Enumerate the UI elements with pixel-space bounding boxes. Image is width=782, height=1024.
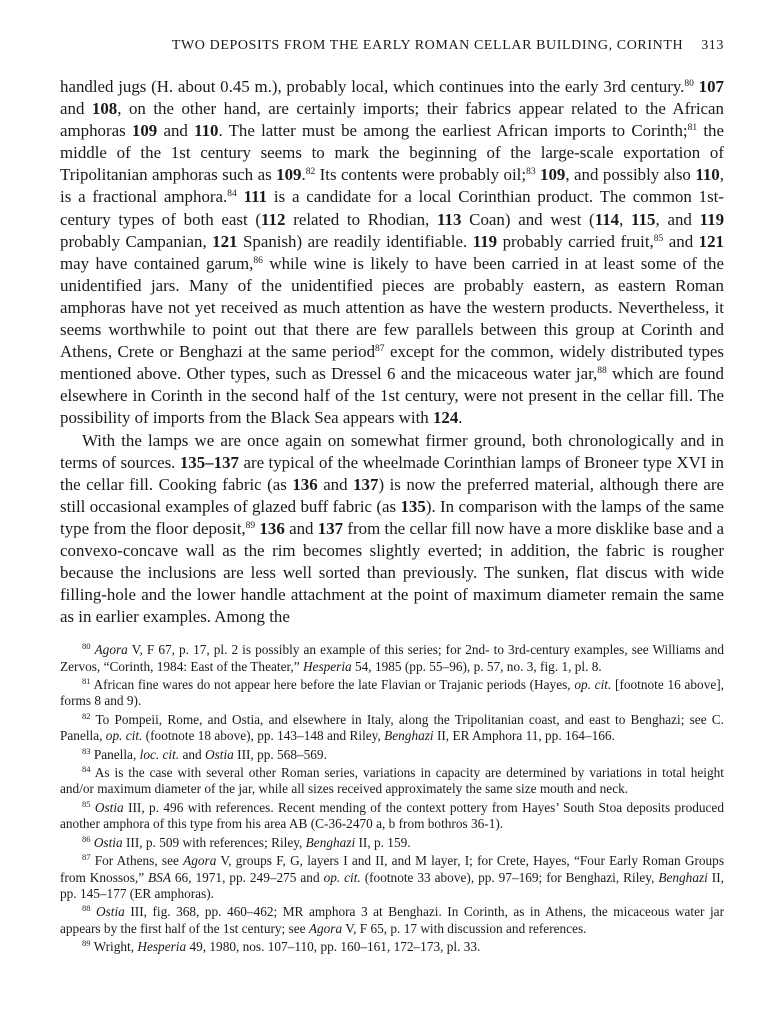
footnote-ref: 88 bbox=[597, 366, 607, 377]
catalogue-number: 136 bbox=[259, 518, 285, 538]
italic-title: Benghazi bbox=[658, 869, 708, 885]
catalogue-number: 113 bbox=[437, 209, 462, 229]
catalogue-number: 115 bbox=[631, 209, 656, 229]
footnote-ref: 80 bbox=[684, 79, 694, 89]
catalogue-number: 121 bbox=[212, 231, 238, 251]
catalogue-number: 109 bbox=[540, 165, 566, 185]
italic-title: op. cit. bbox=[574, 677, 612, 693]
catalogue-number: 108 bbox=[91, 99, 118, 119]
page-number: 313 bbox=[701, 38, 724, 53]
italic-title: Agora bbox=[94, 642, 128, 658]
footnote-ref: 88 bbox=[82, 903, 91, 914]
footnote-ref: 84 bbox=[227, 189, 237, 200]
footnote-ref: 83 bbox=[82, 745, 91, 756]
running-header bbox=[60, 38, 724, 54]
footnote-89: $^{89}$ Wright, Hesperia 49, 1980, nos. 107–110, pp. 160–161, 172–173, pl. 33. bbox=[82, 938, 481, 955]
italic-title: BSA bbox=[148, 869, 171, 885]
footnote-ref: 87 bbox=[82, 852, 91, 863]
italic-title: Ostia bbox=[94, 799, 124, 815]
catalogue-number: 107 bbox=[698, 77, 724, 96]
italic-title: Benghazi bbox=[305, 834, 356, 850]
footnote-ref: 87 bbox=[375, 344, 385, 355]
italic-title: Hesperia bbox=[137, 939, 187, 955]
footnote-80: $^{80}$ Agora V, F 67, p. 17, pl. 2 is possibly an example of this series; for 2nd- to 3rd-century examples, see Williams and Zervos, “Corinth, 1984: East of the Theater,” Hesperia 54, 1985 (pp. 55–96), p. 57, no. 3, fig. 1, pl. 8. bbox=[60, 641, 724, 674]
footnote-85: $^{85}$ Ostia III, p. 496 with references. Recent mending of the context pottery from Hayes’ South Stoa deposits produced another amphora of this type from his area AB (C-36-2470 a, b from bothros 36-1). bbox=[60, 798, 724, 832]
catalogue-number: 110 bbox=[695, 165, 720, 185]
catalogue-number: 109 bbox=[131, 121, 158, 141]
footnote-ref: 84 bbox=[82, 764, 91, 775]
italic-title: Ostia bbox=[93, 834, 123, 850]
footnote-ref: 80 bbox=[82, 641, 91, 652]
italic-title: Benghazi bbox=[384, 728, 434, 744]
catalogue-number: 136 bbox=[292, 474, 318, 494]
italic-title: loc. cit. bbox=[139, 746, 180, 762]
footnote-ref: 89 bbox=[245, 520, 256, 531]
body-text bbox=[60, 76, 724, 628]
footnote-ref: 82 bbox=[82, 710, 91, 721]
footnote-82: $^{82}$ To Pompeii, Rome, and Ostia, and elsewhere in Italy, along the Tripolitanian coast, and east to Benghazi; see C. Panella, op. cit. (footnote 18 above), pp. 143–148 and Riley, Benghazi II, ER Amphora 11, pp. 164–166. bbox=[60, 710, 724, 744]
catalogue-number: 112 bbox=[261, 209, 286, 229]
italic-title: Ostia bbox=[96, 904, 125, 920]
running-title: TWO DEPOSITS FROM THE EARLY ROMAN CELLAR BUILDING, CORINTH bbox=[171, 38, 684, 53]
footnote-ref: 81 bbox=[687, 123, 698, 134]
footnote-ref: 85 bbox=[82, 798, 91, 809]
catalogue-number: 114 bbox=[594, 209, 620, 229]
footnotes bbox=[60, 642, 724, 955]
catalogue-number: 111 bbox=[243, 187, 268, 207]
catalogue-number: 119 bbox=[472, 231, 498, 251]
catalogue-number: 124 bbox=[432, 408, 459, 428]
italic-title: Ostia bbox=[205, 746, 234, 762]
catalogue-number: 135–137 bbox=[179, 452, 239, 472]
footnote-ref: 86 bbox=[253, 255, 263, 266]
paragraph: handled jugs (H. about 0.45 m.), probably local, which continues into the early 3rd century.$^{80}$ 107 and 108, on the other hand, are certainly imports; their fabrics appear related to the African amphoras 109 and 110. The latter must be among the earliest African imports to Corinth;$^{81}$ the middle of the 1st century seems to mark the beginning of the large-scale exportation of Tripolitanian amphoras such as 109.82 Its contents were probably oil;$^{83}$ 109, and possibly also 110, is a fractional amphora.$^{84}$ 111 is a candidate for a local Corinthian product. The common 1st-century types of both east (112 related to Rhodian, 113 Coan) and west (114, 115, and 119 probably Campanian, 121 Spanish) are readily identifiable. 119 probably carried fruit,$^{85}$ and 121 may have contained garum,$^{86}$ while wine is likely to have been carried in at least some of the unidentified jars. Many of the unidentified pieces are probably eastern, as eastern Roman amphoras have not yet received as much attention as have the western products. Nevertheless, it seems worthwhile to point out that there are few parallels between this group at Corinth and Athens, Crete or Benghazi at the same period$^{87}$ except for the common, widely distributed types mentioned above. Other types, such as Dressel 6 and the micaceous water jar,$^{88}$ which are found elsewhere in Corinth in the second half of the 1st century, were not present in the cellar fill. The possibility of imports from the Black Sea appears with 124. bbox=[60, 77, 725, 428]
footnote-ref: 81 bbox=[82, 676, 91, 687]
footnote-83: $^{83}$ Panella, loc. cit. and Ostia III, pp. 568–569. bbox=[82, 745, 327, 762]
paragraph: With the lamps we are once again on somewhat firmer ground, both chronologically and in terms of sources. 135–137 are typical of the wheelmade Corinthian lamps of Broneer type XVI in the cellar fill. Cooking fabric (as 136 and 137) is now the preferred material, although there are still occasional examples of glazed buff fabric (as 135). In comparison with the lamps of the same type from the floor deposit,$^{89}$ 136 and 137 from the cellar fill now have a more disklike base and a convexo-concave wall as the rim becomes slightly everted; in addition, the fabric is rougher because the inclusions are less well sorted than previously. The sunken, flat discus with wide filling-hole and the lower handle attachment at the point of maximum diameter remain the same as in earlier examples. Among the bbox=[60, 430, 724, 627]
footnote-88: $^{88}$ Ostia III, fig. 368, pp. 460–462; MR amphora 3 at Benghazi. In Corinth, as in Athens, the micaceous water jar appears by the first half of the 1st century; see Agora V, F 65, p. 17 with discussion and references. bbox=[60, 903, 724, 936]
catalogue-number: 135 bbox=[400, 496, 426, 516]
italic-title: op. cit. bbox=[105, 728, 143, 744]
catalogue-number: 109 bbox=[276, 165, 302, 185]
catalogue-number: 119 bbox=[699, 209, 725, 229]
footnote-ref: 86 bbox=[82, 833, 91, 844]
footnote-ref: 83 bbox=[526, 167, 536, 178]
italic-title: Agora bbox=[183, 853, 217, 869]
italic-title: op. cit. bbox=[323, 869, 361, 885]
footnote-ref: 89 bbox=[82, 938, 91, 949]
catalogue-number: 137 bbox=[317, 518, 344, 538]
footnote-87: $^{87}$ For Athens, see Agora V, groups F, G, layers I and II, and M layer, I; for Crete, Hayes, “Four Early Roman Groups from Knossos,” BSA 66, 1971, pp. 249–275 and op. cit. (footnote 33 above), pp. 97–169; for Benghazi, Riley, Benghazi II, pp. 145–177 (ER amphoras). bbox=[60, 852, 724, 901]
catalogue-number: 110 bbox=[194, 121, 219, 141]
catalogue-number: 137 bbox=[353, 474, 379, 494]
footnote-ref: 85 bbox=[653, 233, 664, 244]
footnote-86: $^{86}$ Ostia III, p. 509 with references; Riley, Benghazi II, p. 159. bbox=[82, 833, 411, 850]
footnote-84: $^{84}$ As is the case with several other Roman series, variations in capacity are determined by variations in total height and/or maximum diameter of the jar, while all sizes received approximately the same size mouth and neck. bbox=[60, 764, 724, 797]
italic-title: Agora bbox=[308, 920, 343, 936]
footnote-81: $^{81}$ African fine wares do not appear here before the late Flavian or Trajanic periods (Hayes, op. cit. [footnote 16 above], forms 8 and 9). bbox=[60, 676, 725, 709]
catalogue-number: 121 bbox=[698, 231, 724, 251]
footnote-ref: 82 bbox=[305, 167, 316, 178]
page bbox=[60, 38, 724, 958]
italic-title: Hesperia bbox=[302, 658, 352, 674]
